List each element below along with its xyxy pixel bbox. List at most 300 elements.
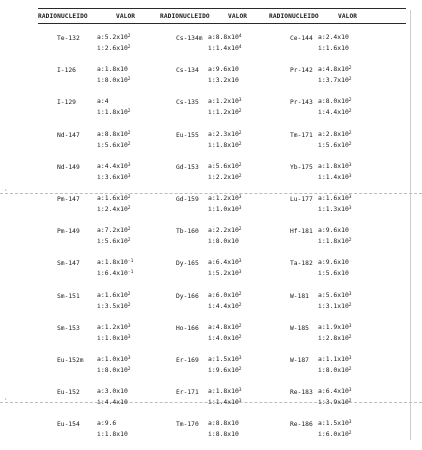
value-mantissa: 1.5x10 <box>325 419 349 428</box>
value-prefix: i: <box>208 366 216 374</box>
value-prefix: i: <box>318 44 326 52</box>
value-i <box>208 108 242 116</box>
radionuclide-name: Lu-177 <box>290 196 313 203</box>
value-mantissa: 2.2x10 <box>215 172 239 181</box>
radionuclide-name: Gd-159 <box>176 196 199 203</box>
value-prefix: a: <box>97 387 105 396</box>
value-a <box>208 291 242 299</box>
value-exponent: 3 <box>238 259 242 265</box>
value-i <box>208 141 242 149</box>
value-prefix: i: <box>318 398 326 407</box>
value-mantissa: 8.8x10 <box>215 419 239 428</box>
value-prefix: a: <box>208 290 216 299</box>
value-a <box>97 97 109 105</box>
radionuclide-name: Sm-151 <box>57 292 80 300</box>
radionuclide-name: Pm-149 <box>57 228 80 236</box>
value-a <box>97 387 128 395</box>
value-i <box>97 205 131 213</box>
value-i <box>318 141 352 149</box>
value-exponent: 2 <box>238 227 242 233</box>
radionuclide-name: Sm-147 <box>57 260 80 268</box>
value-a <box>208 419 239 427</box>
value-mantissa: 1.8x10 <box>325 237 349 246</box>
value-mantissa: 1.9x10 <box>325 322 349 331</box>
value-i <box>97 334 131 342</box>
value-i <box>97 398 128 406</box>
value-i <box>97 366 131 374</box>
value-mantissa: 5.6x10 <box>104 140 128 149</box>
value-a <box>97 65 128 73</box>
value-prefix: a: <box>208 322 216 331</box>
value-exponent: 2 <box>238 291 242 297</box>
value-exponent: 3 <box>348 323 352 329</box>
value-i <box>97 237 131 245</box>
value-mantissa: 1.4x10 <box>215 398 239 407</box>
value-prefix: a: <box>318 97 326 106</box>
value-exponent: 3 <box>238 98 242 104</box>
value-mantissa: 3.5x10 <box>104 301 128 310</box>
value-prefix: a: <box>97 419 105 428</box>
value-exponent: 2 <box>348 302 352 308</box>
value-exponent: 2 <box>127 238 131 244</box>
value-prefix: a: <box>318 129 326 138</box>
top-rule <box>38 8 406 9</box>
radionuclide-name: Pm-147 <box>57 196 80 203</box>
value-mantissa: 1.8x10 <box>104 258 128 267</box>
value-exponent: 2 <box>348 431 352 437</box>
value-prefix: i: <box>318 237 326 246</box>
right-margin-line <box>410 10 411 440</box>
value-exponent: 3 <box>238 270 242 276</box>
value-prefix: i: <box>318 76 326 85</box>
value-mantissa: 1.8x10 <box>215 387 239 396</box>
value-prefix: i: <box>318 430 326 439</box>
value-exponent: 3 <box>348 173 352 179</box>
value-mantissa: 8.8x10 <box>104 129 128 138</box>
value-prefix: i: <box>208 108 216 117</box>
value-prefix: i: <box>318 205 326 213</box>
value-i <box>208 366 242 374</box>
value-prefix: i: <box>208 333 216 342</box>
value-exponent: 2 <box>238 334 242 340</box>
value-a <box>318 97 352 105</box>
radionuclide-name: Er-169 <box>176 357 199 364</box>
radionuclide-name: Cs-134m <box>176 35 203 42</box>
value-a <box>97 162 131 170</box>
value-prefix: a: <box>97 97 105 106</box>
value-i <box>208 302 242 310</box>
value-exponent: -1 <box>127 270 134 276</box>
value-exponent: 3 <box>348 356 352 361</box>
value-i <box>208 430 239 438</box>
value-prefix: i: <box>97 205 105 213</box>
value-mantissa: 5.6x10 <box>325 140 349 149</box>
value-exponent: 2 <box>127 302 131 308</box>
radionuclide-name: Yb-175 <box>290 163 313 171</box>
value-mantissa: 8.0x10 <box>325 366 349 374</box>
value-i <box>208 237 239 245</box>
value-prefix: i: <box>208 430 216 439</box>
value-prefix: a: <box>97 258 105 267</box>
value-a <box>208 323 242 331</box>
value-a <box>208 226 242 234</box>
value-mantissa: 2.4x10 <box>104 205 128 213</box>
value-a <box>97 33 131 41</box>
value-exponent: 2 <box>127 206 131 211</box>
value-prefix: a: <box>318 161 326 170</box>
radionuclide-name: Ce-144 <box>290 35 313 42</box>
value-exponent: 2 <box>348 98 352 104</box>
value-prefix: i: <box>208 140 216 149</box>
value-mantissa: 4.0x10 <box>215 333 239 342</box>
value-prefix: a: <box>318 65 326 74</box>
radionuclide-name: I-126 <box>57 67 76 75</box>
radionuclide-name: Er-171 <box>176 389 199 397</box>
value-a <box>318 162 352 170</box>
value-prefix: i: <box>97 76 105 85</box>
value-a <box>318 65 352 73</box>
value-a <box>97 258 133 266</box>
value-i <box>318 269 349 277</box>
radionuclide-name: W-185 <box>290 324 309 332</box>
value-mantissa: 1.0x10 <box>104 333 128 342</box>
value-exponent: -1 <box>127 259 134 265</box>
value-exponent: 4 <box>238 45 242 50</box>
value-prefix: i: <box>318 269 326 278</box>
value-mantissa: 3.1x10 <box>325 301 349 310</box>
radionuclide-name: Sm-153 <box>57 324 80 332</box>
value-prefix: a: <box>208 161 216 170</box>
radionuclide-name: W-187 <box>290 357 309 364</box>
value-i <box>318 173 352 181</box>
radionuclide-name: Nd-149 <box>57 163 80 171</box>
value-prefix: a: <box>97 161 105 170</box>
value-a <box>97 226 131 234</box>
value-prefix: a: <box>208 129 216 138</box>
value-mantissa: 1.6x10 <box>325 44 349 52</box>
value-exponent: 2 <box>238 367 242 372</box>
value-prefix: i: <box>97 366 105 374</box>
radionuclide-name: Tm-171 <box>290 131 313 139</box>
value-exponent: 2 <box>238 141 242 147</box>
value-exponent: 3 <box>348 291 352 297</box>
value-a <box>208 194 242 202</box>
value-prefix: i: <box>97 172 105 181</box>
value-prefix: a: <box>208 97 216 106</box>
value-mantissa: 6.4x10 <box>215 258 239 267</box>
value-i <box>97 302 131 310</box>
value-mantissa: 1.5x10 <box>215 355 239 363</box>
value-exponent: 2 <box>348 130 352 136</box>
radionuclide-name: Pr-142 <box>290 67 313 75</box>
value-prefix: a: <box>97 322 105 331</box>
value-exponent: 2 <box>348 238 352 244</box>
value-mantissa: 1.2x10 <box>215 108 239 117</box>
value-a <box>318 291 352 299</box>
radionuclide-name: Gd-153 <box>176 163 199 171</box>
value-prefix: a: <box>208 419 216 428</box>
value-exponent: 3 <box>238 388 242 394</box>
value-i <box>208 398 242 406</box>
value-mantissa: 5.2x10 <box>215 269 239 278</box>
value-mantissa: 1.0x10 <box>215 205 239 213</box>
value-prefix: i: <box>318 301 326 310</box>
value-a <box>97 291 131 299</box>
margin-mark: · <box>4 396 8 403</box>
radionuclide-name: Te-132 <box>57 35 80 42</box>
value-prefix: a: <box>318 322 326 331</box>
value-a <box>208 355 242 363</box>
value-prefix: i: <box>97 301 105 310</box>
value-exponent: 2 <box>348 77 352 83</box>
value-mantissa: 1.8x10 <box>104 65 128 74</box>
value-prefix: a: <box>97 129 105 138</box>
value-mantissa: 1.8x10 <box>104 108 128 117</box>
value-prefix: a: <box>97 65 105 74</box>
value-exponent: 4 <box>238 34 242 39</box>
value-a <box>97 355 131 363</box>
radionuclide-name: Ho-166 <box>176 324 199 332</box>
value-exponent: 2 <box>238 173 242 179</box>
value-prefix: a: <box>208 33 216 41</box>
value-exponent: 2 <box>127 141 131 147</box>
header-valor-3: VALOR <box>338 13 358 20</box>
value-mantissa: 3.9x10 <box>325 398 349 407</box>
value-exponent: 2 <box>238 109 242 115</box>
value-mantissa: 2.3x10 <box>215 129 239 138</box>
value-mantissa: 3.2x10 <box>215 76 239 85</box>
radionuclide-name: Cs-134 <box>176 67 199 75</box>
value-mantissa: 1.4x10 <box>215 44 239 52</box>
value-mantissa: 4.4x10 <box>215 301 239 310</box>
value-i <box>318 334 352 342</box>
value-exponent: 3 <box>238 399 242 405</box>
value-prefix: a: <box>97 226 105 235</box>
value-exponent: 3 <box>127 356 131 361</box>
value-exponent: 3 <box>348 162 352 168</box>
value-mantissa: 1.2x10 <box>215 194 239 202</box>
value-exponent: 3 <box>238 356 242 361</box>
value-mantissa: 1.1x10 <box>325 355 349 363</box>
value-mantissa: 1.6x10 <box>325 194 349 202</box>
value-exponent: 2 <box>238 162 242 168</box>
value-mantissa: 8.0x10 <box>104 76 128 85</box>
value-mantissa: 6.0x10 <box>325 430 349 439</box>
value-mantissa: 9.6x10 <box>215 65 239 74</box>
value-prefix: a: <box>318 226 326 235</box>
radionuclide-name: W-181 <box>290 292 309 300</box>
radionuclide-name: I-129 <box>57 99 76 107</box>
value-a <box>208 258 242 266</box>
value-i <box>318 108 352 116</box>
value-exponent: 3 <box>127 173 131 179</box>
value-i <box>318 76 352 84</box>
radionuclide-name: Re-186 <box>290 421 313 429</box>
value-a <box>208 162 242 170</box>
value-i <box>208 269 242 277</box>
value-a <box>318 226 349 234</box>
radionuclide-name: Tb-160 <box>176 228 199 236</box>
value-prefix: i: <box>318 172 326 181</box>
value-mantissa: 2.8x10 <box>325 333 349 342</box>
radionuclide-name: Re-183 <box>290 389 313 397</box>
value-a <box>208 65 239 73</box>
value-i <box>208 205 242 213</box>
value-i <box>318 237 352 245</box>
value-prefix: i: <box>97 108 105 117</box>
value-prefix: i: <box>208 237 216 246</box>
header-valor-1: VALOR <box>116 13 136 20</box>
value-a <box>97 323 131 331</box>
value-mantissa: 9.6 <box>104 419 117 428</box>
radionuclide-name: Tm-170 <box>176 421 199 429</box>
value-prefix: a: <box>318 290 326 299</box>
radionuclide-name: Eu-152m <box>57 357 84 364</box>
value-i <box>97 108 131 116</box>
value-mantissa: 6.4x10 <box>325 387 349 396</box>
value-exponent: 3 <box>238 195 242 200</box>
value-prefix: a: <box>208 355 216 363</box>
value-exponent: 2 <box>127 77 131 83</box>
value-i <box>97 44 131 52</box>
value-mantissa: 4.4x10 <box>325 108 349 117</box>
value-a <box>318 194 352 202</box>
value-a <box>318 355 352 363</box>
value-exponent: 3 <box>348 206 352 211</box>
value-mantissa: 4.4x10 <box>104 398 128 407</box>
value-exponent: 2 <box>348 399 352 405</box>
value-a <box>318 258 349 266</box>
value-mantissa: 7.2x10 <box>104 226 128 235</box>
value-i <box>97 173 131 181</box>
value-exponent: 2 <box>238 302 242 308</box>
value-mantissa: 4 <box>104 97 109 106</box>
value-exponent: 2 <box>127 367 131 372</box>
value-exponent: 3 <box>348 388 352 394</box>
value-mantissa: 5.6x10 <box>325 290 349 299</box>
radionuclide-name: Nd-147 <box>57 131 80 139</box>
value-a <box>208 130 242 138</box>
value-i <box>318 44 349 52</box>
value-prefix: a: <box>208 387 216 396</box>
value-prefix: i: <box>97 333 105 342</box>
value-exponent: 2 <box>127 130 131 136</box>
value-i <box>318 366 352 374</box>
value-mantissa: 3.6x10 <box>104 172 128 181</box>
value-prefix: i: <box>318 108 326 117</box>
value-prefix: i: <box>318 140 326 149</box>
value-prefix: i: <box>208 172 216 181</box>
radionuclide-name: Ta-182 <box>290 260 313 268</box>
value-mantissa: 1.0x10 <box>104 355 128 363</box>
value-mantissa: 2.4x10 <box>325 33 349 41</box>
value-mantissa: 1.2x10 <box>104 322 128 331</box>
header-radionucleido-3: RADIONUCLEIDO <box>269 13 319 20</box>
value-exponent: 3 <box>348 420 352 426</box>
value-exponent: 2 <box>348 141 352 147</box>
value-mantissa: 1.6x10 <box>104 290 128 299</box>
value-prefix: i: <box>208 205 216 213</box>
value-a <box>318 419 352 427</box>
value-mantissa: 9.6x10 <box>325 258 349 267</box>
value-prefix: a: <box>318 387 326 396</box>
value-exponent: 3 <box>127 334 131 340</box>
value-mantissa: 4.8x10 <box>325 65 349 74</box>
value-prefix: a: <box>318 419 326 428</box>
value-exponent: 2 <box>127 45 131 50</box>
value-exponent: 3 <box>238 206 242 211</box>
value-mantissa: 5.2x10 <box>104 33 128 41</box>
value-mantissa: 6.4x10 <box>104 269 128 278</box>
value-a <box>318 33 349 41</box>
value-i <box>97 430 128 438</box>
value-prefix: a: <box>97 33 105 41</box>
value-i <box>208 334 242 342</box>
value-prefix: a: <box>208 226 216 235</box>
value-prefix: i: <box>97 269 105 278</box>
value-prefix: i: <box>97 237 105 246</box>
value-mantissa: 9.6x10 <box>325 226 349 235</box>
value-a <box>208 387 242 395</box>
value-mantissa: 1.3x10 <box>325 205 349 213</box>
value-mantissa: 1.8x10 <box>104 430 128 439</box>
value-mantissa: 4.8x10 <box>215 322 239 331</box>
value-mantissa: 8.0x10 <box>104 366 128 374</box>
value-mantissa: 1.8x10 <box>215 140 239 149</box>
value-exponent: 2 <box>348 109 352 115</box>
value-exponent: 3 <box>127 323 131 329</box>
value-prefix: a: <box>318 33 326 41</box>
value-mantissa: 1.8x10 <box>325 161 349 170</box>
value-mantissa: 1.4x10 <box>325 172 349 181</box>
value-a <box>318 387 352 395</box>
value-i <box>208 44 242 52</box>
value-prefix: i: <box>97 44 105 52</box>
value-prefix: i: <box>208 44 216 52</box>
radionuclide-name: Hf-181 <box>290 228 313 236</box>
margin-mark: · <box>4 187 8 194</box>
value-exponent: 2 <box>127 195 131 200</box>
radionuclide-name: Eu-155 <box>176 131 199 139</box>
value-i <box>97 141 131 149</box>
value-prefix: i: <box>97 430 105 439</box>
value-i <box>208 173 242 181</box>
value-a <box>97 419 116 427</box>
value-prefix: i: <box>97 398 105 407</box>
value-exponent: 2 <box>127 109 131 115</box>
value-mantissa: 4.4x10 <box>104 161 128 170</box>
value-prefix: i: <box>208 269 216 278</box>
value-prefix: i: <box>208 301 216 310</box>
value-a <box>318 323 352 331</box>
value-prefix: i: <box>97 140 105 149</box>
value-prefix: a: <box>318 355 326 363</box>
value-mantissa: 5.6x10 <box>215 161 239 170</box>
value-a <box>208 33 242 41</box>
value-prefix: a: <box>208 65 216 74</box>
value-mantissa: 1.2x10 <box>215 97 239 106</box>
header-radionucleido-1: RADIONUCLEIDO <box>38 13 88 20</box>
value-exponent: 3 <box>348 195 352 200</box>
value-mantissa: 5.6x10 <box>104 237 128 246</box>
value-mantissa: 1.6x10 <box>104 194 128 202</box>
value-exponent: 2 <box>348 334 352 340</box>
value-prefix: a: <box>208 194 216 202</box>
value-i <box>318 398 352 406</box>
value-exponent: 2 <box>238 323 242 329</box>
header-radionucleido-2: RADIONUCLEIDO <box>160 13 210 20</box>
value-prefix: i: <box>208 398 216 407</box>
